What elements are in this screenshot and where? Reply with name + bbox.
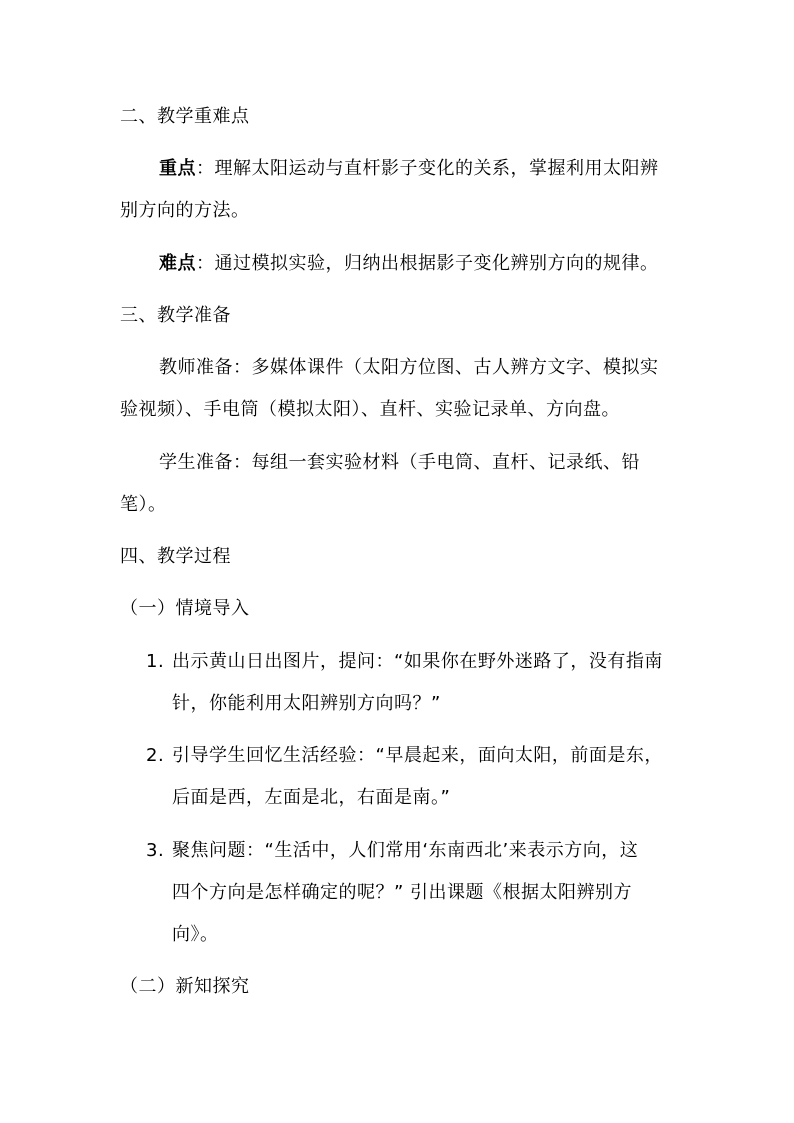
list-item-3-line-3: 向》。 (172, 924, 219, 945)
key-point-text-1: ：理解太阳运动与直杆影子变化的关系，掌握利用太阳辨 (196, 158, 659, 179)
student-prep-line-1: 学生准备：每组一套实验材料（手电筒、直杆、记录纸、铅 (159, 452, 640, 473)
list-item-3-number: 3. (146, 840, 165, 861)
list-item-2-line-2: 后面是西，左面是北，右面是南。” (172, 787, 451, 808)
key-point-label: 重点 (159, 158, 196, 179)
section-heading-4: 四、教学过程 (120, 546, 231, 567)
list-item-3-line-1: 聚焦问题：“生活中，人们常用‘东南西北’来表示方向，这 (172, 840, 639, 861)
difficult-point-label: 难点 (159, 253, 196, 274)
list-item-1-number: 1. (146, 651, 165, 672)
section-heading-3: 三、教学准备 (120, 305, 231, 326)
key-point-line-1 (159, 158, 659, 180)
list-item-1-line-1: 出示黄山日出图片，提问：“如果你在野外迷路了，没有指南 (172, 651, 663, 672)
subsection-heading-2: （二）新知探究 (120, 976, 250, 997)
difficult-point-text: ：通过模拟实验，归纳出根据影子变化辨别方向的规律。 (196, 253, 659, 274)
subsection-heading-1: （一）情境导入 (120, 598, 250, 619)
teacher-prep-line-1: 教师准备：多媒体课件（太阳方位图、古人辨方文字、模拟实 (159, 357, 659, 378)
teacher-prep-line-2: 验视频）、手电筒（模拟太阳）、直杆、实验记录单、方向盘。 (120, 399, 620, 420)
student-prep-line-2: 笔）。 (120, 494, 167, 515)
section-heading-2: 二、教学重难点 (120, 106, 250, 127)
list-item-2-line-1: 引导学生回忆生活经验：“早晨起来，面向太阳，前面是东， (172, 745, 663, 766)
list-item-3-line-2: 四个方向是怎样确定的呢？” 引出课题《根据太阳辨别方 (172, 882, 633, 903)
key-point-line-2: 别方向的方法。 (120, 200, 250, 221)
difficult-point-line (159, 253, 659, 275)
list-item-1-line-2: 针，你能利用太阳辨别方向吗？” (172, 693, 441, 714)
list-item-2-number: 2. (146, 745, 165, 766)
